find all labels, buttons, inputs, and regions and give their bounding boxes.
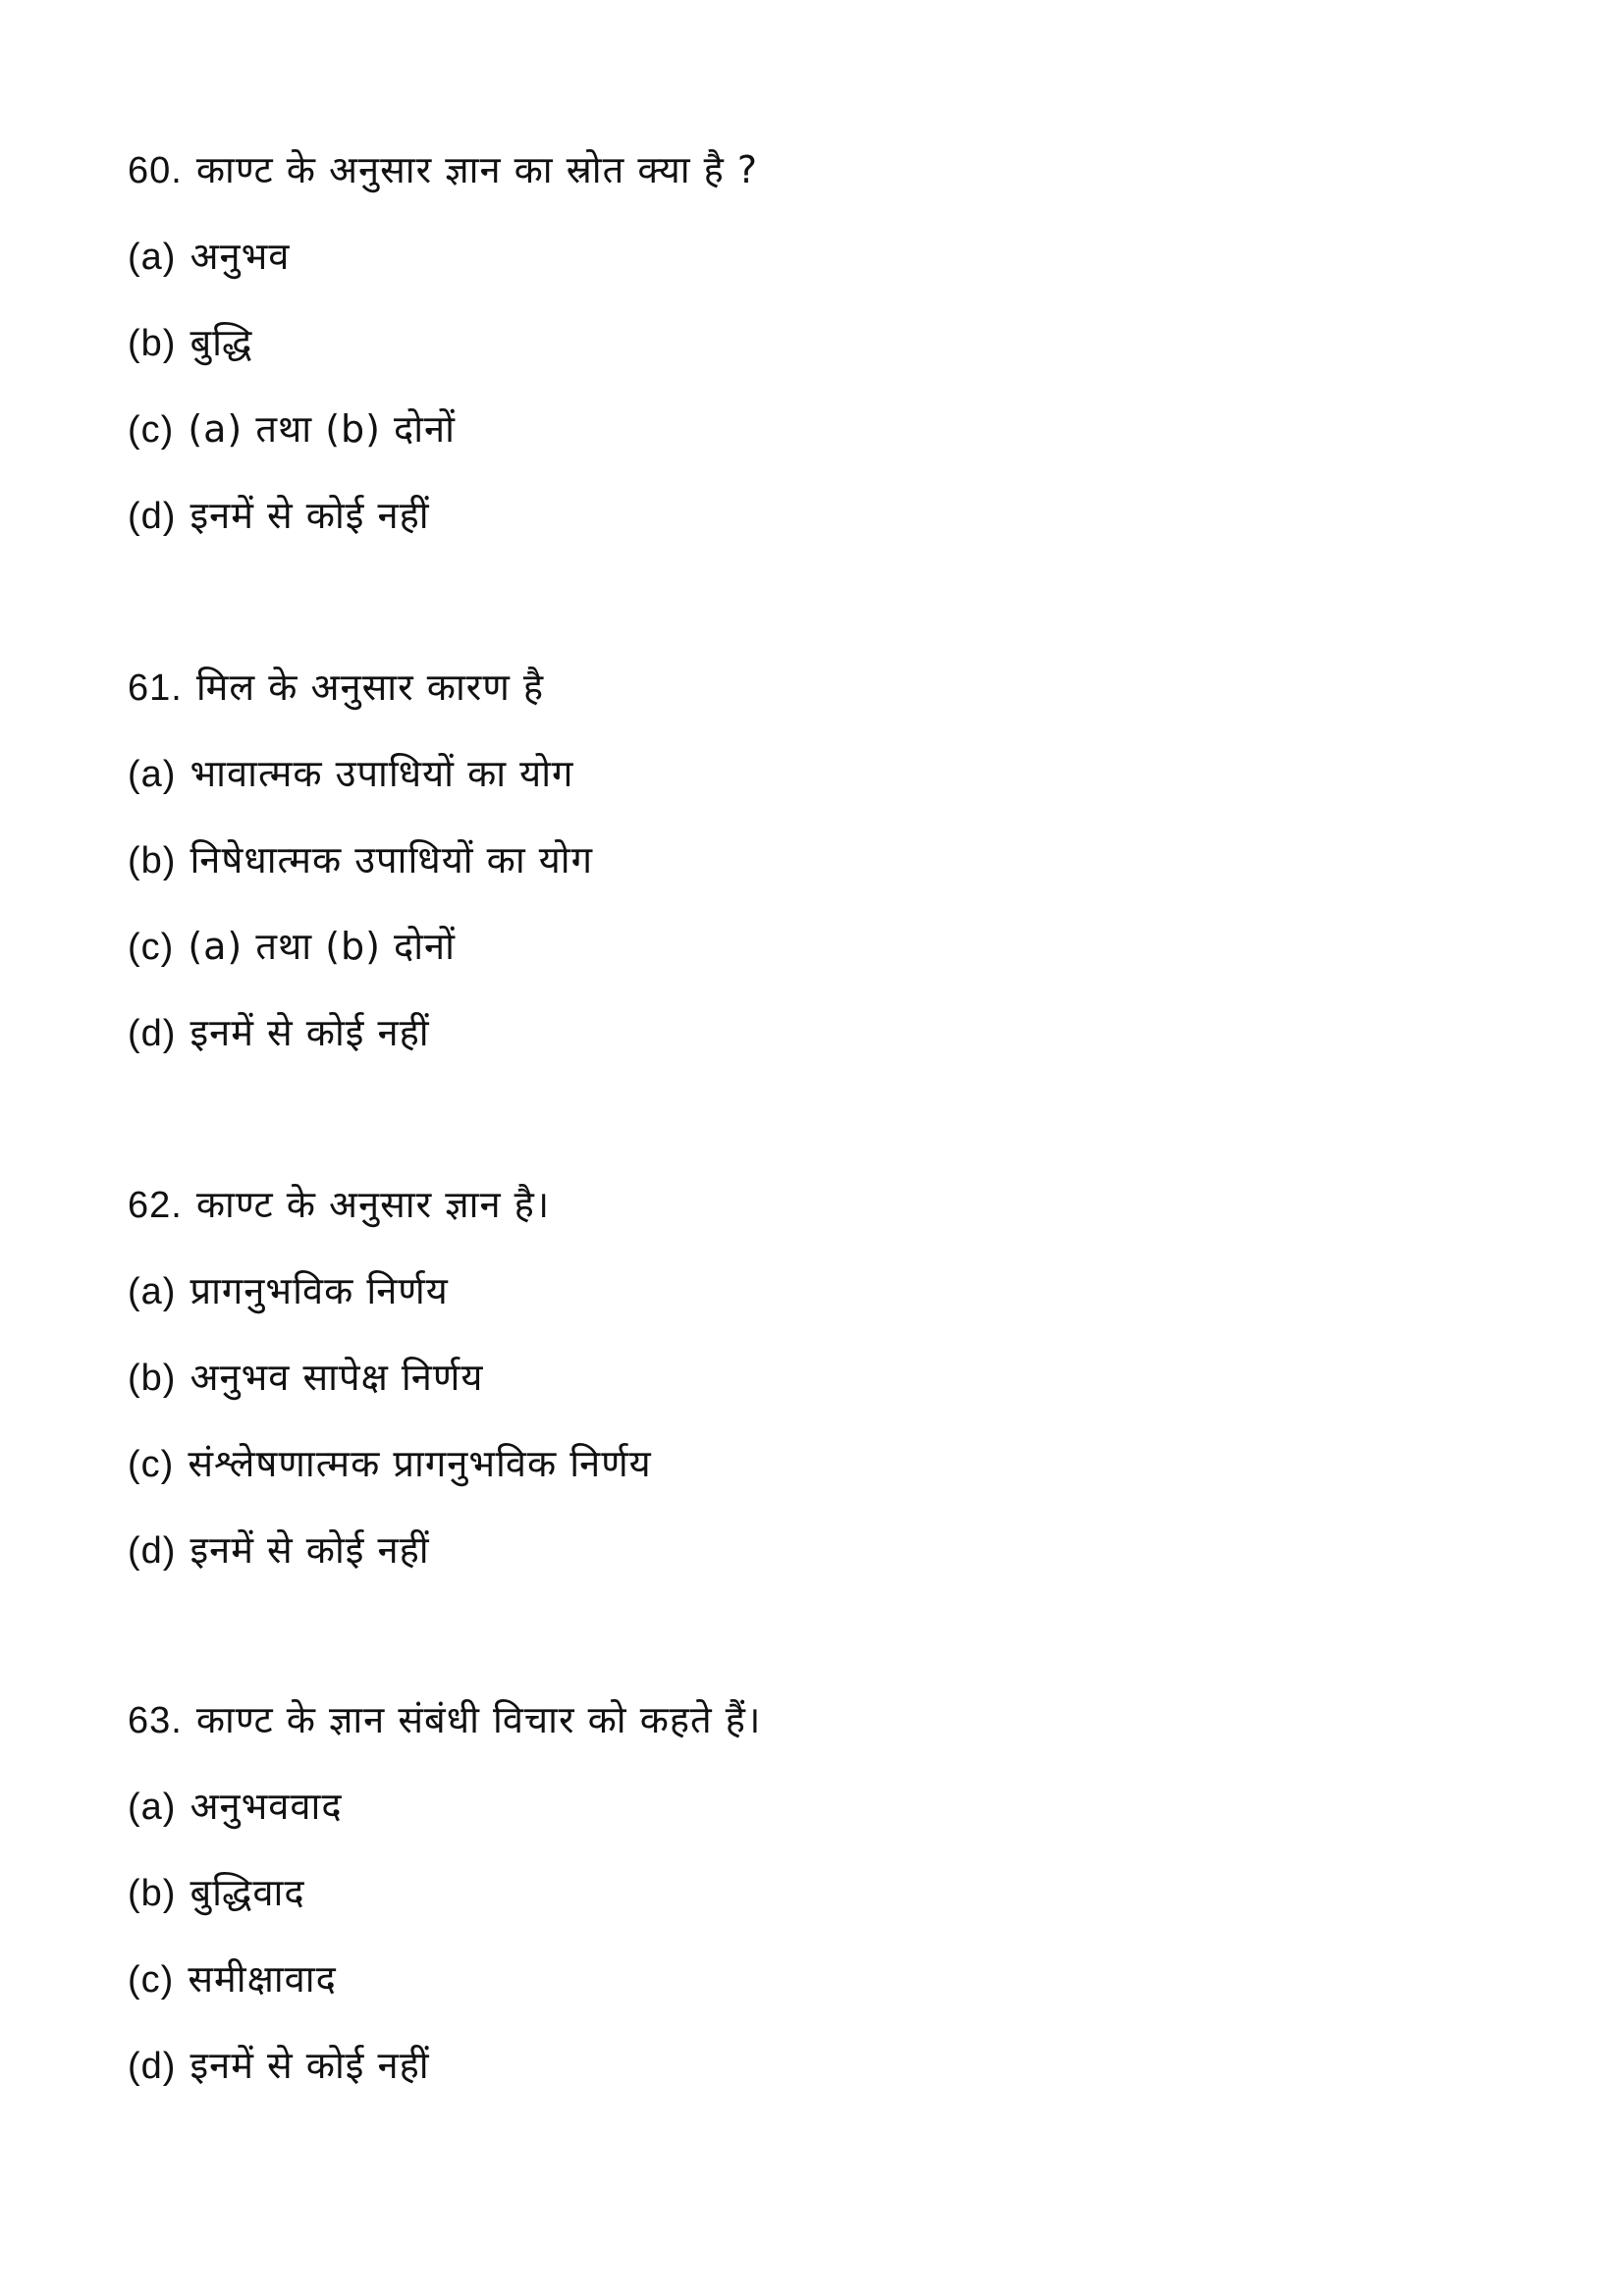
option-text: इनमें से कोई नहीं	[189, 494, 430, 537]
question-number: 63.	[128, 1700, 183, 1741]
option-d	[128, 1507, 1502, 1593]
option-text: अनुभववाद	[189, 1785, 343, 1828]
option-a	[128, 213, 1502, 299]
option-c	[128, 1936, 1502, 2022]
question-number: 61.	[128, 667, 183, 709]
question-text: काण्ट के अनुसार ज्ञान है।	[195, 1183, 551, 1226]
question-61	[128, 644, 1502, 1076]
option-d	[128, 989, 1502, 1076]
option-text: भावात्मक उपाधियों का योग	[189, 752, 574, 795]
question-number: 60.	[128, 150, 183, 191]
option-text: बुद्धिवाद	[189, 1871, 305, 1914]
option-b	[128, 1849, 1502, 1936]
option-text: निषेधात्मक उपाधियों का योग	[189, 838, 594, 881]
option-b	[128, 1334, 1502, 1420]
question-63	[128, 1677, 1502, 2109]
question-stem	[128, 127, 1502, 213]
option-marker: (b)	[128, 323, 177, 364]
option-text: इनमें से कोई नहीं	[189, 1528, 430, 1572]
question-text: काण्ट के ज्ञान संबंधी विचार को कहते हैं।	[195, 1698, 762, 1741]
option-text: अनुभव	[189, 235, 291, 278]
option-a	[128, 1248, 1502, 1334]
option-marker: (d)	[128, 496, 177, 537]
option-d	[128, 2022, 1502, 2109]
option-c	[128, 1420, 1502, 1507]
option-marker: (a)	[128, 1271, 177, 1312]
option-marker: (c)	[128, 1959, 175, 2001]
question-62	[128, 1161, 1502, 1593]
option-a	[128, 730, 1502, 817]
option-text: प्रागनुभविक निर्णय	[189, 1269, 449, 1312]
option-marker: (b)	[128, 840, 177, 881]
option-d	[128, 472, 1502, 559]
option-c	[128, 903, 1502, 989]
option-marker: (d)	[128, 1013, 177, 1054]
option-b	[128, 299, 1502, 386]
option-text: (a) तथा (b) दोनों	[188, 407, 456, 451]
option-marker: (c)	[128, 1444, 175, 1485]
question-60	[128, 127, 1502, 559]
option-marker: (d)	[128, 1530, 177, 1572]
option-text: इनमें से कोई नहीं	[189, 2044, 430, 2087]
option-text: संश्लेषणात्मक प्रागनुभविक निर्णय	[188, 1442, 652, 1485]
option-marker: (a)	[128, 1787, 177, 1828]
option-marker: (a)	[128, 754, 177, 795]
question-text: मिल के अनुसार कारण है	[195, 666, 545, 709]
option-a	[128, 1763, 1502, 1849]
option-c	[128, 386, 1502, 472]
option-b	[128, 817, 1502, 903]
option-marker: (b)	[128, 1358, 177, 1399]
option-marker: (b)	[128, 1873, 177, 1914]
question-stem	[128, 644, 1502, 730]
option-text: अनुभव सापेक्ष निर्णय	[189, 1356, 484, 1399]
option-text: इनमें से कोई नहीं	[189, 1011, 430, 1054]
option-marker: (c)	[128, 927, 175, 968]
option-text: बुद्धि	[189, 321, 253, 364]
question-text: काण्ट के अनुसार ज्ञान का स्रोत क्या है ?	[195, 148, 759, 191]
option-marker: (c)	[128, 409, 175, 451]
option-text: समीक्षावाद	[188, 1957, 337, 2001]
option-text: (a) तथा (b) दोनों	[188, 925, 456, 968]
question-stem	[128, 1161, 1502, 1248]
option-marker: (a)	[128, 237, 177, 278]
question-number: 62.	[128, 1185, 183, 1226]
option-marker: (d)	[128, 2046, 177, 2087]
question-stem	[128, 1677, 1502, 1763]
